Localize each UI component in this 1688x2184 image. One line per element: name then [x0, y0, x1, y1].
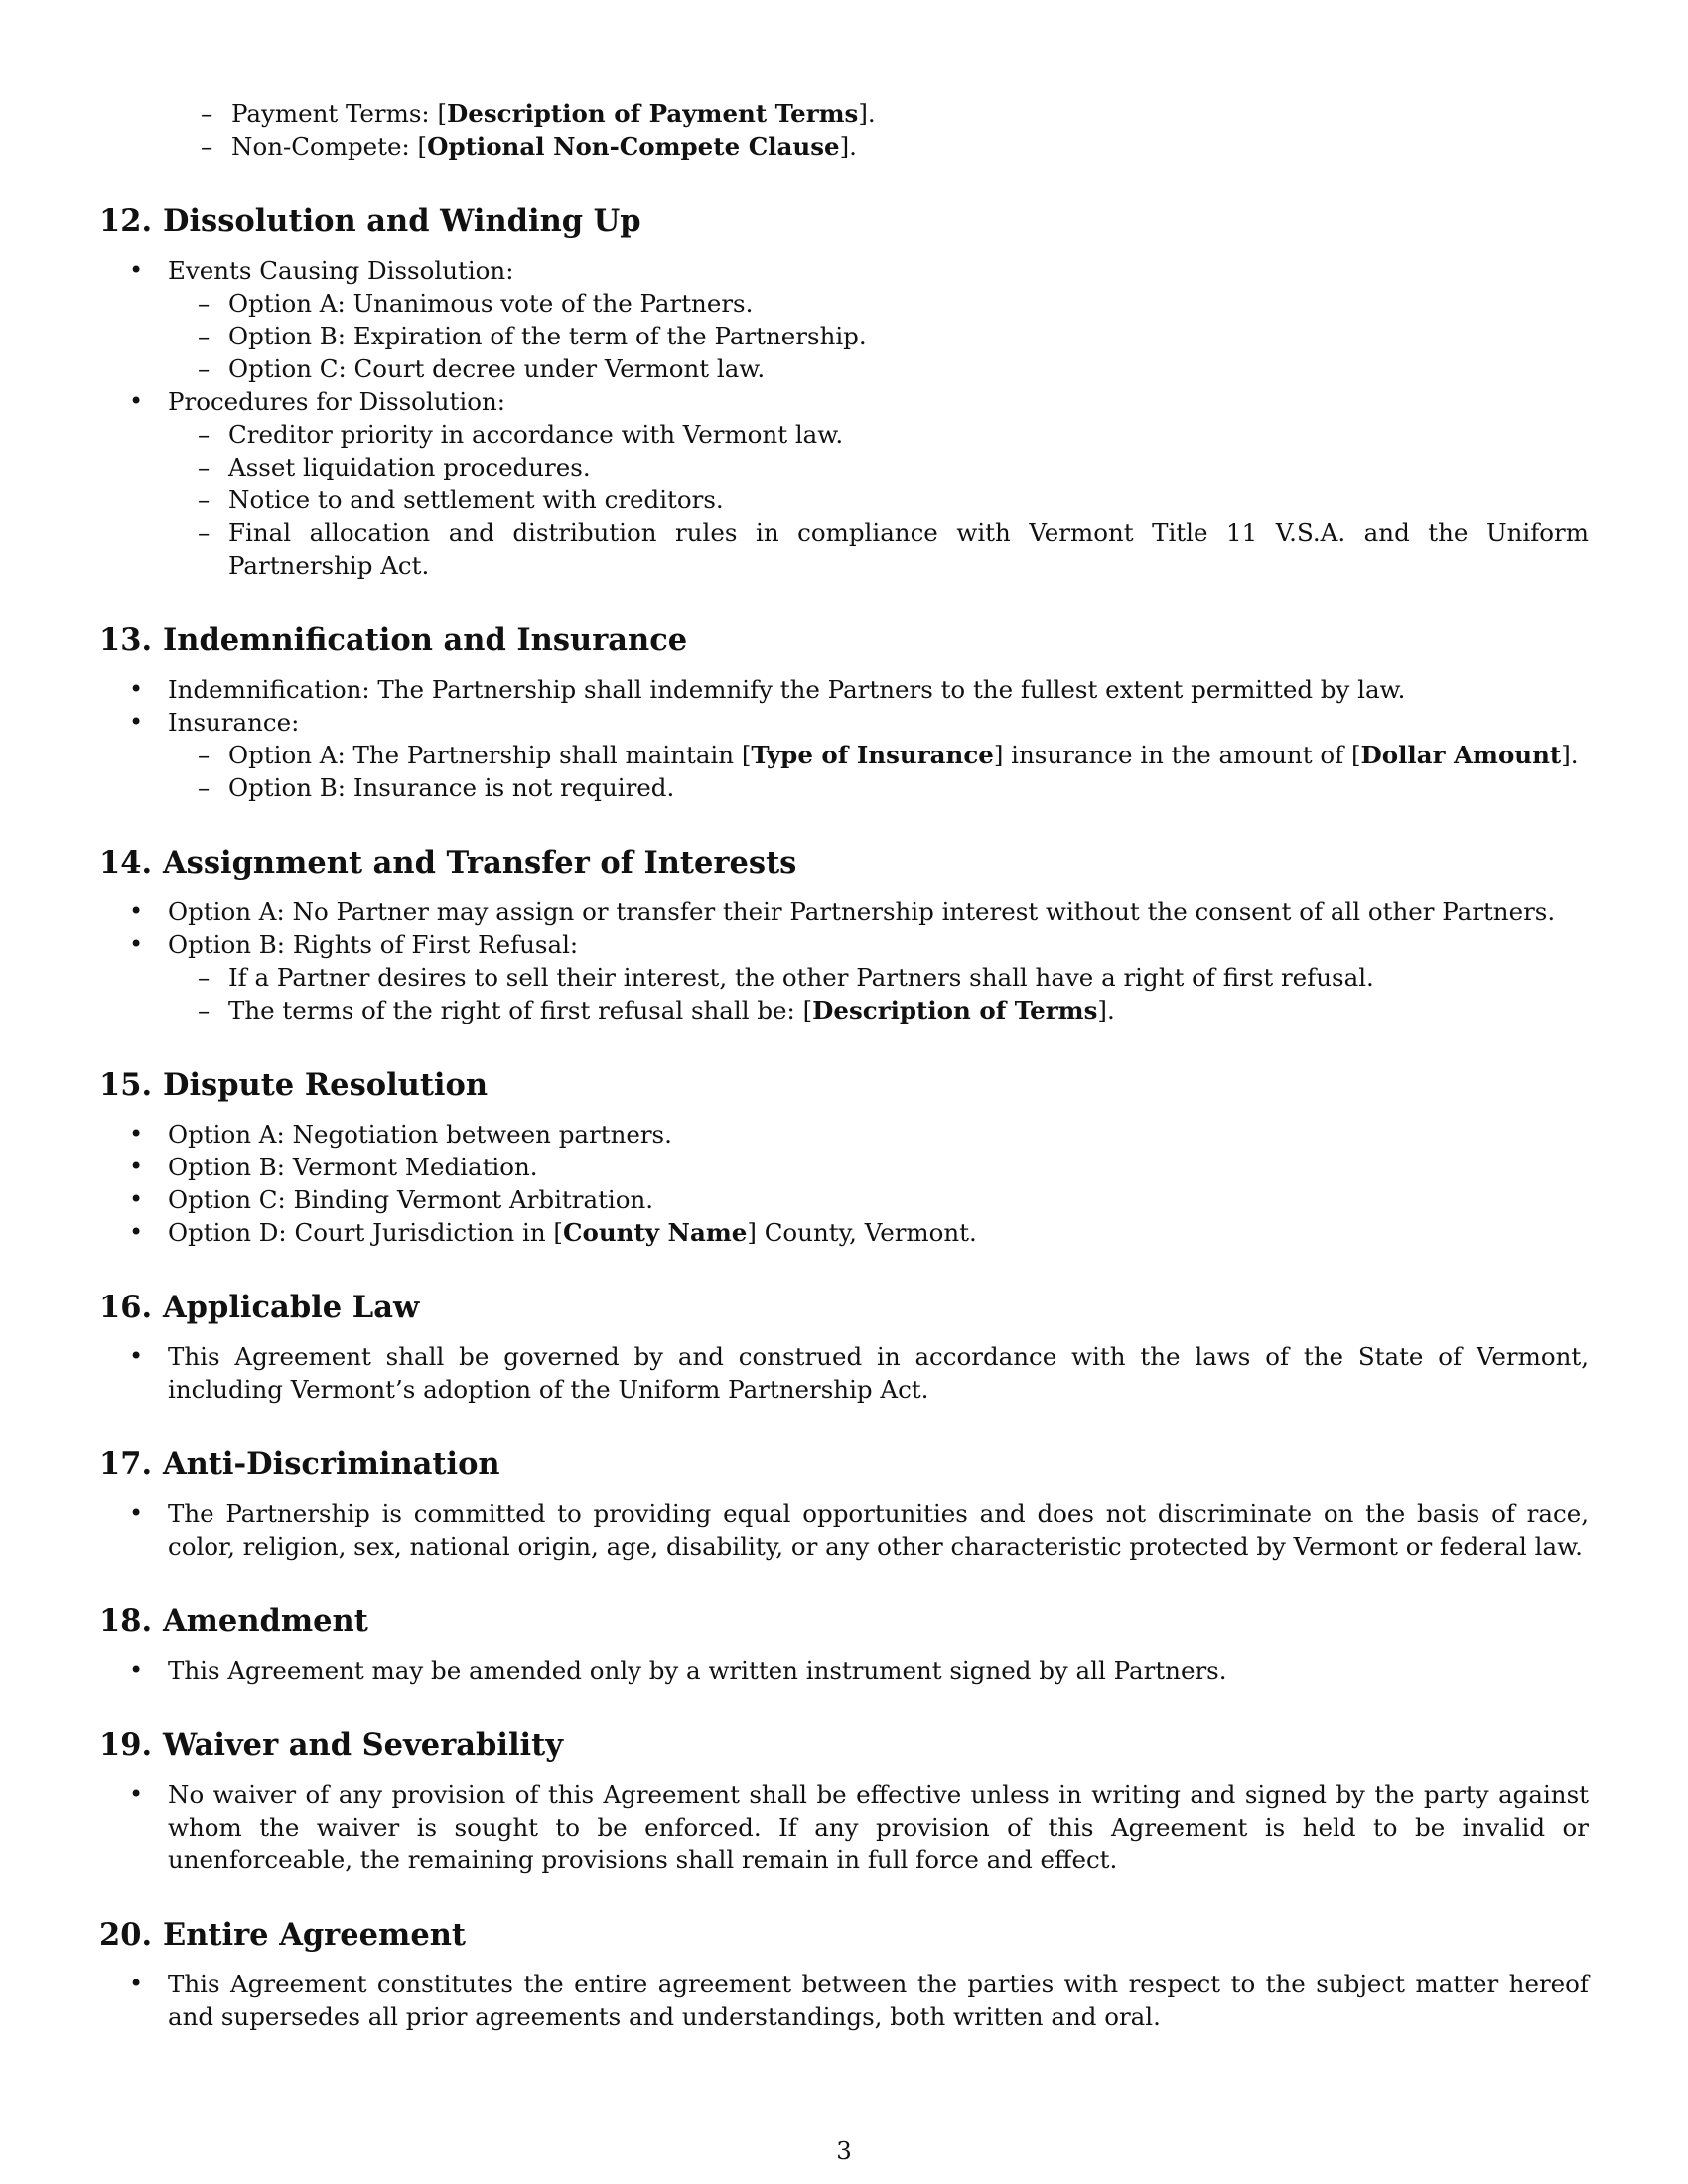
section-heading: 18. Amendment: [99, 1603, 368, 1639]
list-item: – Non-Compete: [Optional Non-Compete Clause].: [201, 130, 1589, 163]
list-item: – The terms of the right of first refusal shall be: [Description of Terms].: [198, 994, 1589, 1026]
section-heading: 15. Dispute Resolution: [99, 1067, 489, 1103]
bullet-list: [129, 1654, 1589, 1687]
list-item: – If a Partner desires to sell their interest, the other Partners shall have a right of first refusal.: [198, 961, 1589, 994]
list-item: • Indemnification: The Partnership shall indemnify the Partners to the fullest extent permitted by law.: [129, 673, 1589, 706]
section-heading: 16. Applicable Law: [99, 1290, 420, 1325]
list-item: – Option B: Expiration of the term of the Partnership.: [198, 320, 1589, 352]
section-19: [99, 1726, 1589, 1876]
list-item: • This Agreement may be amended only by a written instrument signed by all Partners.: [129, 1654, 1589, 1687]
bullet-list: [129, 1118, 1589, 1249]
list-item: • Procedures for Dissolution: – Creditor priority in accordance with Vermont law. – Asset liquidation procedures. – Notice to and settlement with creditors. – Final allocation and distribution rules in compliance with Vermont Title 11 V.S.A. and the Uniform Partnership Act.: [129, 385, 1589, 582]
section-12: [99, 203, 1589, 582]
list-item: – Creditor priority in accordance with Vermont law.: [198, 418, 1589, 451]
section-heading: 17. Anti-Discrimination: [99, 1446, 500, 1482]
section-heading: 13. Indemnification and Insurance: [99, 622, 688, 658]
section-18: [99, 1602, 1589, 1687]
sub-list: [198, 961, 1589, 1026]
page-number: 3: [836, 2136, 852, 2165]
list-item: • Insurance: – Option A: The Partnership shall maintain [Type of Insurance] insurance in the amount of [Dollar Amount]. – Option B: Insurance is not required.: [129, 706, 1589, 804]
sub-list: [198, 418, 1589, 582]
bullet-list: [129, 1778, 1589, 1876]
bullet-list: [129, 1497, 1589, 1563]
document-body: [99, 97, 1589, 2033]
section-13: [99, 621, 1589, 804]
list-item: • The Partnership is committed to providing equal opportunities and does not discriminate on the basis of race, color, religion, sex, national origin, age, disability, or any other characteristic protected by Vermont or federal law.: [129, 1497, 1589, 1563]
list-item: • Option D: Court Jurisdiction in [County Name] County, Vermont.: [129, 1216, 1589, 1249]
list-item: – Notice to and settlement with creditors.: [198, 483, 1589, 516]
section-heading: 20. Entire Agreement: [99, 1917, 466, 1953]
list-item: • Option C: Binding Vermont Arbitration.: [129, 1183, 1589, 1216]
section-14: [99, 844, 1589, 1026]
list-item: • Events Causing Dissolution: – Option A: Unanimous vote of the Partners. – Option B: Expiration of the term of the Partnership. – Option C: Court decree under Vermont law.: [129, 254, 1589, 385]
list-item: – Option C: Court decree under Vermont law.: [198, 352, 1589, 385]
list-item: – Asset liquidation procedures.: [198, 451, 1589, 483]
list-item: – Option B: Insurance is not required.: [198, 771, 1589, 804]
section-20: [99, 1916, 1589, 2033]
list-item: • Option A: No Partner may assign or transfer their Partnership interest without the consent of all other Partners.: [129, 895, 1589, 928]
list-item: • This Agreement shall be governed by and construed in accordance with the laws of the State of Vermont, including Vermont’s adoption of the Uniform Partnership Act.: [129, 1340, 1589, 1406]
list-item: • Option A: Negotiation between partners.: [129, 1118, 1589, 1151]
section-16: [99, 1289, 1589, 1406]
list-item: • This Agreement constitutes the entire agreement between the parties with respect to the subject matter hereof and supersedes all prior agreements and understandings, both written and oral.: [129, 1968, 1589, 2033]
list-item: – Option A: Unanimous vote of the Partners.: [198, 287, 1589, 320]
section-heading: 12. Dissolution and Winding Up: [99, 204, 641, 239]
list-item: – Payment Terms: [Description of Payment Terms].: [201, 97, 1589, 130]
list-item: • No waiver of any provision of this Agreement shall be effective unless in writing and signed by the party against whom the waiver is sought to be enforced. If any provision of this Agreement is held to be invalid or unenforceable, the remaining provisions shall remain in full force and effect.: [129, 1778, 1589, 1876]
list-item: • Option B: Rights of First Refusal: – If a Partner desires to sell their interest, the other Partners shall have a right of first refusal. – The terms of the right of first refusal shall be: [Description of Terms].: [129, 928, 1589, 1026]
bullet-list: [129, 1968, 1589, 2033]
section-heading: 14. Assignment and Transfer of Interests: [99, 845, 797, 881]
list-item: • Option B: Vermont Mediation.: [129, 1151, 1589, 1183]
section-15: [99, 1066, 1589, 1249]
sub-list: [198, 287, 1589, 385]
sub-list: [198, 739, 1589, 804]
section-heading: 19. Waiver and Severability: [99, 1727, 563, 1763]
list-item: – Option A: The Partnership shall maintain [Type of Insurance] insurance in the amount of [Dollar Amount].: [198, 739, 1589, 771]
continued-sub-list: [201, 97, 1589, 163]
bullet-list: [129, 673, 1589, 804]
list-item: – Final allocation and distribution rules in compliance with Vermont Title 11 V.S.A. and the Uniform Partnership Act.: [198, 516, 1589, 582]
bullet-list: [129, 254, 1589, 582]
bullet-list: [129, 1340, 1589, 1406]
section-17: [99, 1445, 1589, 1563]
bullet-list: [129, 895, 1589, 1026]
